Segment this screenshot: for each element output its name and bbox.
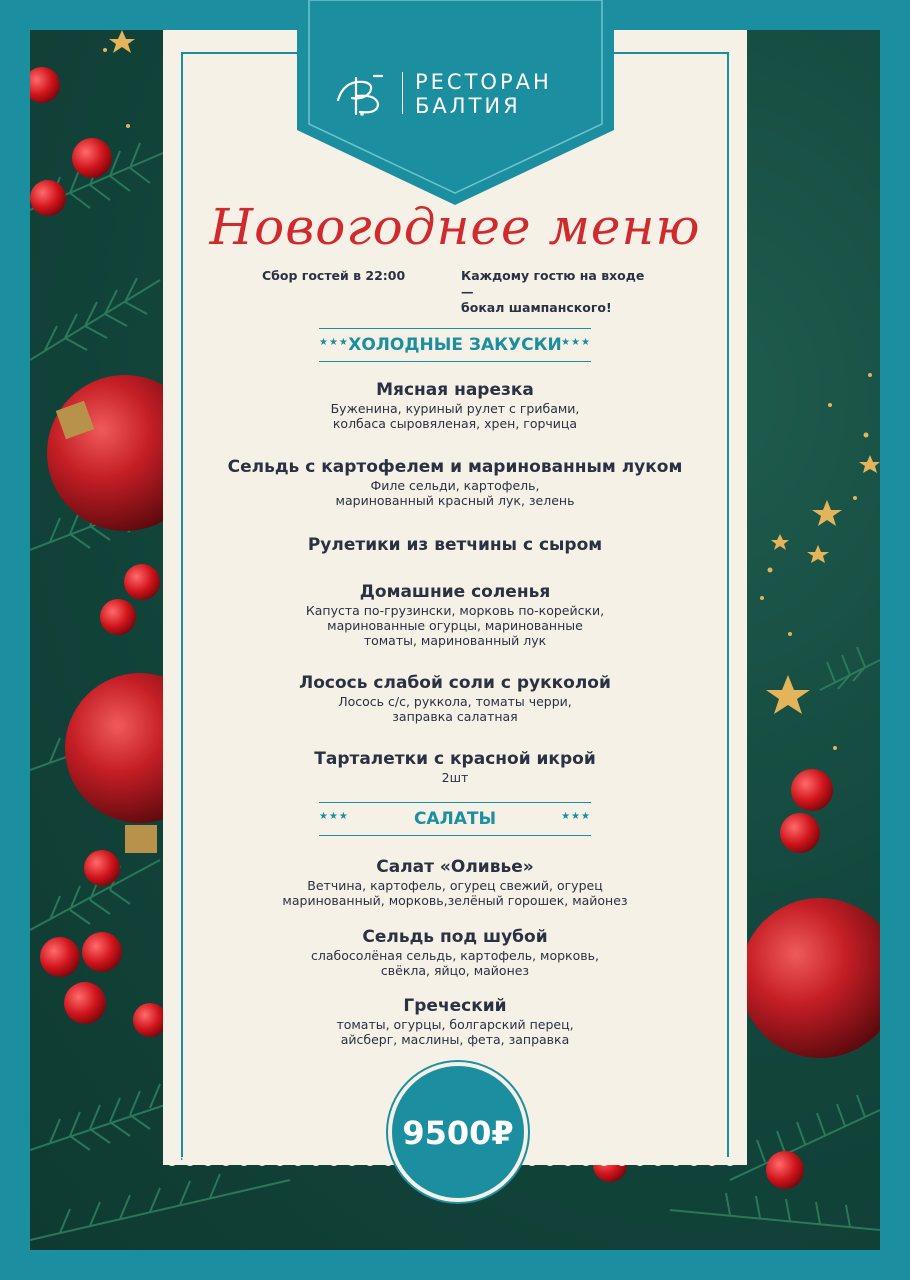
dish-item	[183, 456, 727, 508]
restaurant-name-line2: БАЛТИЯ	[415, 94, 521, 118]
stars-left: ★★★	[319, 337, 349, 348]
section-header-cold-appetizers	[319, 328, 591, 362]
section-label: ХОЛОДНЫЕ ЗАКУСКИ	[348, 335, 562, 355]
section-header-salads	[319, 802, 591, 836]
champagne-note	[461, 268, 661, 316]
dish-item	[183, 534, 727, 556]
restaurant-name	[415, 70, 552, 118]
dish-description: 2шт	[441, 770, 469, 785]
gathering-time-note: Сбор гостей в 22:00	[262, 268, 406, 283]
dish-description: томаты, маринованный лук	[363, 633, 547, 648]
logo-divider	[402, 72, 403, 114]
champagne-note-line1: Каждому гостю на входе —	[461, 268, 645, 299]
dish-item	[183, 926, 727, 978]
restaurant-name-line1: РЕСТОРАН	[415, 70, 552, 94]
dish-description: айсберг, маслины, фета, заправка	[340, 1032, 570, 1047]
dish-item	[183, 748, 727, 785]
dish-name: Лосось слабой соли с рукколой	[299, 673, 611, 693]
dish-description: Ветчина, картофель, огурец свежий, огурец	[307, 878, 603, 893]
dish-description: Капуста по-грузински, морковь по-корейски,	[305, 603, 605, 618]
dish-description: заправка салатная	[392, 709, 518, 724]
logo-mark-icon	[334, 70, 394, 118]
dish-name: Греческий	[403, 996, 507, 1016]
dish-name: Салат «Оливье»	[376, 857, 534, 877]
section-label: САЛАТЫ	[413, 809, 497, 829]
dish-description: колбаса сыровяленая, хрен, горчица	[332, 416, 578, 431]
stars-right: ★★★	[561, 337, 591, 348]
page-title: Новогоднее меню	[209, 198, 701, 256]
dish-item	[183, 856, 727, 908]
dish-name: Сельдь под шубой	[362, 927, 548, 947]
stars-right: ★★★	[561, 811, 591, 822]
dish-description: томаты, огурцы, болгарский перец,	[336, 1017, 574, 1032]
dish-name: Тарталетки с красной икрой	[314, 749, 596, 769]
dish-item	[183, 995, 727, 1047]
dish-item	[183, 379, 727, 431]
dish-name: Домашние соленья	[359, 582, 551, 602]
price-value: 9500₽	[402, 1114, 514, 1152]
dish-description: маринованный, морковь,зелёный горошек, майонез	[282, 893, 628, 908]
dish-description: Филе сельди, картофель,	[370, 478, 540, 493]
champagne-note-line2: бокал шампанского!	[461, 300, 612, 315]
dish-description: слабосолёная сельдь, картофель, морковь,	[311, 948, 599, 963]
dish-name: Мясная нарезка	[376, 380, 534, 400]
dish-item	[183, 581, 727, 648]
dish-description: Буженина, куриный рулет с грибами,	[330, 401, 580, 416]
price-badge	[388, 1062, 528, 1202]
dish-name: Сельдь с картофелем и маринованным луком	[227, 457, 683, 477]
dish-name: Рулетики из ветчины с сыром	[307, 535, 603, 555]
dish-description: маринованный красный лук, зелень	[335, 493, 575, 508]
stars-left: ★★★	[319, 811, 349, 822]
dish-description: маринованные огурцы, маринованные	[327, 618, 583, 633]
dish-item	[183, 672, 727, 724]
dish-description: свёкла, яйцо, майонез	[380, 963, 530, 978]
dish-description: Лосось с/с, руккола, томаты черри,	[338, 694, 572, 709]
